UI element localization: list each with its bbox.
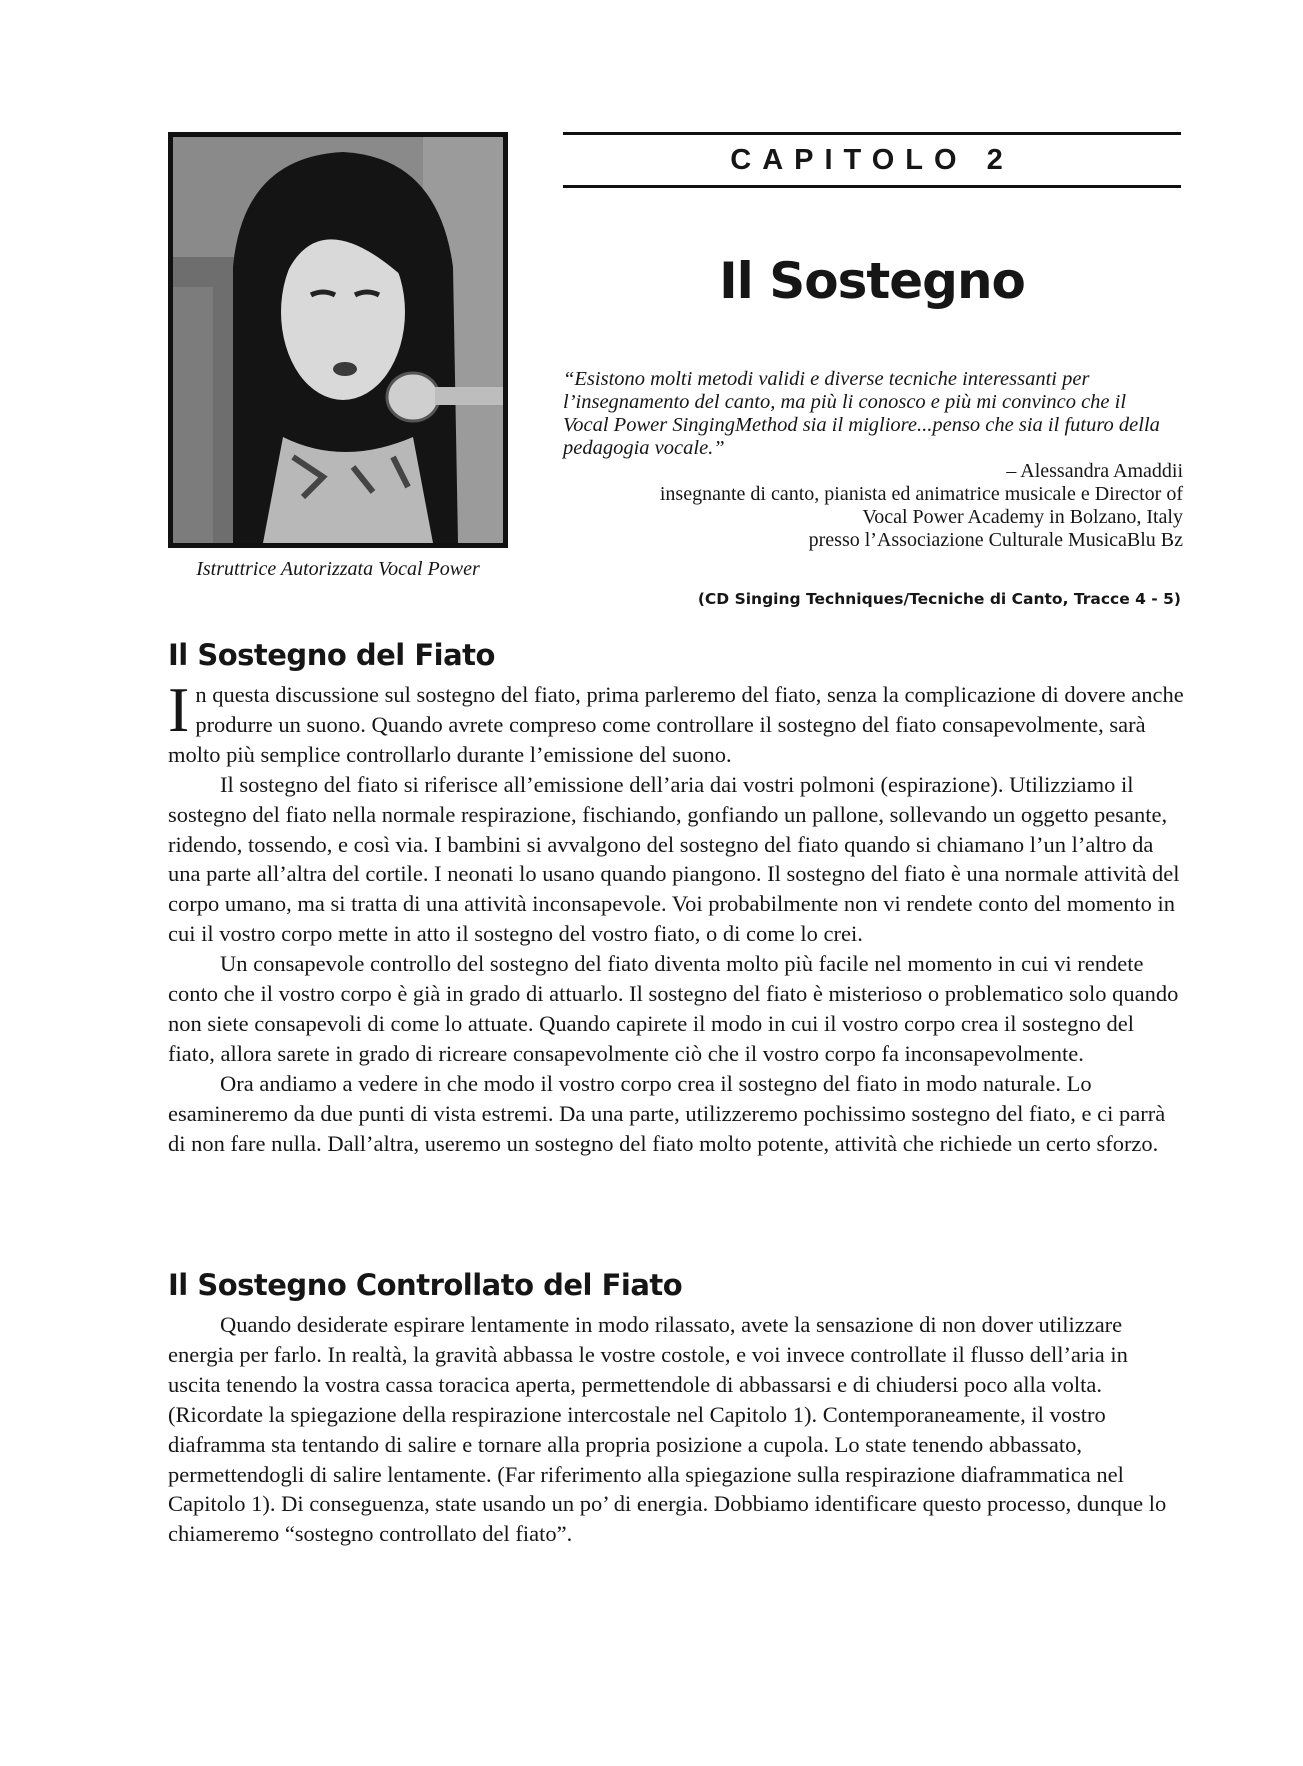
paragraph bbox=[168, 674, 1184, 770]
quote-attribution bbox=[563, 460, 1183, 552]
section-heading-breath-support: Il Sostegno del Fiato bbox=[168, 638, 495, 672]
chapter-number: CAPITOLO 2 bbox=[730, 143, 1014, 176]
instructor-photo bbox=[168, 132, 508, 548]
attribution-line: Vocal Power Academy in Bolzano, Italy bbox=[862, 506, 1183, 528]
testimonial-quote: “Esistono molti metodi validi e diverse tecniche interessanti per l’insegnamento del canto, ma più li conosco e più mi convinco che il Vocal Power SingingMethod sia il migliore...penso che sia il futuro della pedagogia vocale.” bbox=[563, 368, 1160, 459]
paragraph: Ora andiamo a vedere in che modo il vostro corpo crea il sostegno del fiato in modo naturale. Lo esamineremo da due punti di vista estremi. Da una parte, utilizzeremo pochissimo sostegno del fiato, e ci parrà di non fare nulla. Dall’altra, useremo un sostegno del fiato molto potente, attività che richiede un certo sforzo. bbox=[168, 1070, 1166, 1156]
section-body-controlled-breath-support bbox=[168, 1310, 1184, 1549]
paragraph: Un consapevole controllo del sostegno del fiato diventa molto più facile nel momento in cui vi rendete conto che il vostro corpo è già in grado di attuarlo. Il sostegno del fiato è misterioso o problematico solo quando non siete consapevoli di come lo attuate. Quando capirete il modo in cui il vostro corpo crea il sostegno del fiato, allora sarete in grado di ricreare consapevolmente ciò che il vostro corpo fa inconsapevolmente. bbox=[168, 951, 1179, 1066]
attribution-line: – Alessandra Amaddii bbox=[1006, 460, 1183, 482]
singer-portrait-image bbox=[173, 137, 503, 543]
cd-track-reference: (CD Singing Techniques/Tecniche di Canto, Tracce 4 - 5) bbox=[697, 590, 1181, 608]
section-body-breath-support bbox=[168, 674, 1184, 1159]
paragraph: Il sostegno del fiato si riferisce all’emissione dell’aria dai vostri polmoni (espirazione). Utilizziamo il sostegno del fiato nella normale respirazione, fischiando, gonfiando un pallone, sollevando un oggetto pesante, ridendo, tossendo, e così via. I bambini si avvalgono del sostegno del fiato quando si chiamano l’un l’altro da una parte all’altra del cortile. I neonati lo usano quando piangono. Il sostegno del fiato è una normale attività del corpo umano, ma si tratta di una attività inconsapevole. Voi probabilmente non vi rendete conto del momento in cui il vostro corpo mette in atto il sostegno del vostro fiato, o di come lo crei. bbox=[168, 771, 1180, 947]
chapter-number-banner bbox=[563, 132, 1181, 188]
photo-caption: Istruttrice Autorizzata Vocal Power bbox=[196, 558, 480, 580]
chapter-title: Il Sostegno bbox=[719, 252, 1025, 310]
section-heading-controlled-breath-support: Il Sostegno Controllato del Fiato bbox=[168, 1268, 683, 1302]
attribution-line: presso l’Associazione Culturale MusicaBlu Bz bbox=[808, 529, 1183, 551]
paragraph-text: n questa discussione sul sostegno del fiato, prima parleremo del fiato, senza la complicazione di dovere anche produrre un suono. Quando avrete compreso come controllare il sostegno del fiato consapevolmente, sarà molto più semplice controllarlo durante l’emissione del suono. bbox=[168, 682, 1184, 767]
instructor-photo-block bbox=[168, 132, 508, 581]
paragraph: Quando desiderate espirare lentamente in modo rilassato, avete la sensazione di non dover utilizzare energia per farlo. In realtà, la gravità abbassa le vostre costole, e voi invece controllate il flusso dell’aria in uscita tenendo la vostra cassa toracica aperta, permettendole di abbassarsi e di chiudersi poco alla volta. (Ricordate la spiegazione della respirazione intercostale nel Capitolo 1). Contemporaneamente, il vostro diaframma sta tentando di salire e tornare alla propria posizione a cupola. Lo state tenendo abbassato, permettendogli di salire lentamente. (Far riferimento alla spiegazione sulla respirazione diaframmatica nel Capitolo 1). Di conseguenza, state usando un po’ di energia. Dobbiamo identificare questo processo, dunque lo chiameremo “sostegno controllato del fiato”. bbox=[168, 1312, 1167, 1547]
drop-cap: I bbox=[168, 674, 190, 745]
attribution-line: insegnante di canto, pianista ed animatrice musicale e Director of bbox=[659, 483, 1183, 505]
